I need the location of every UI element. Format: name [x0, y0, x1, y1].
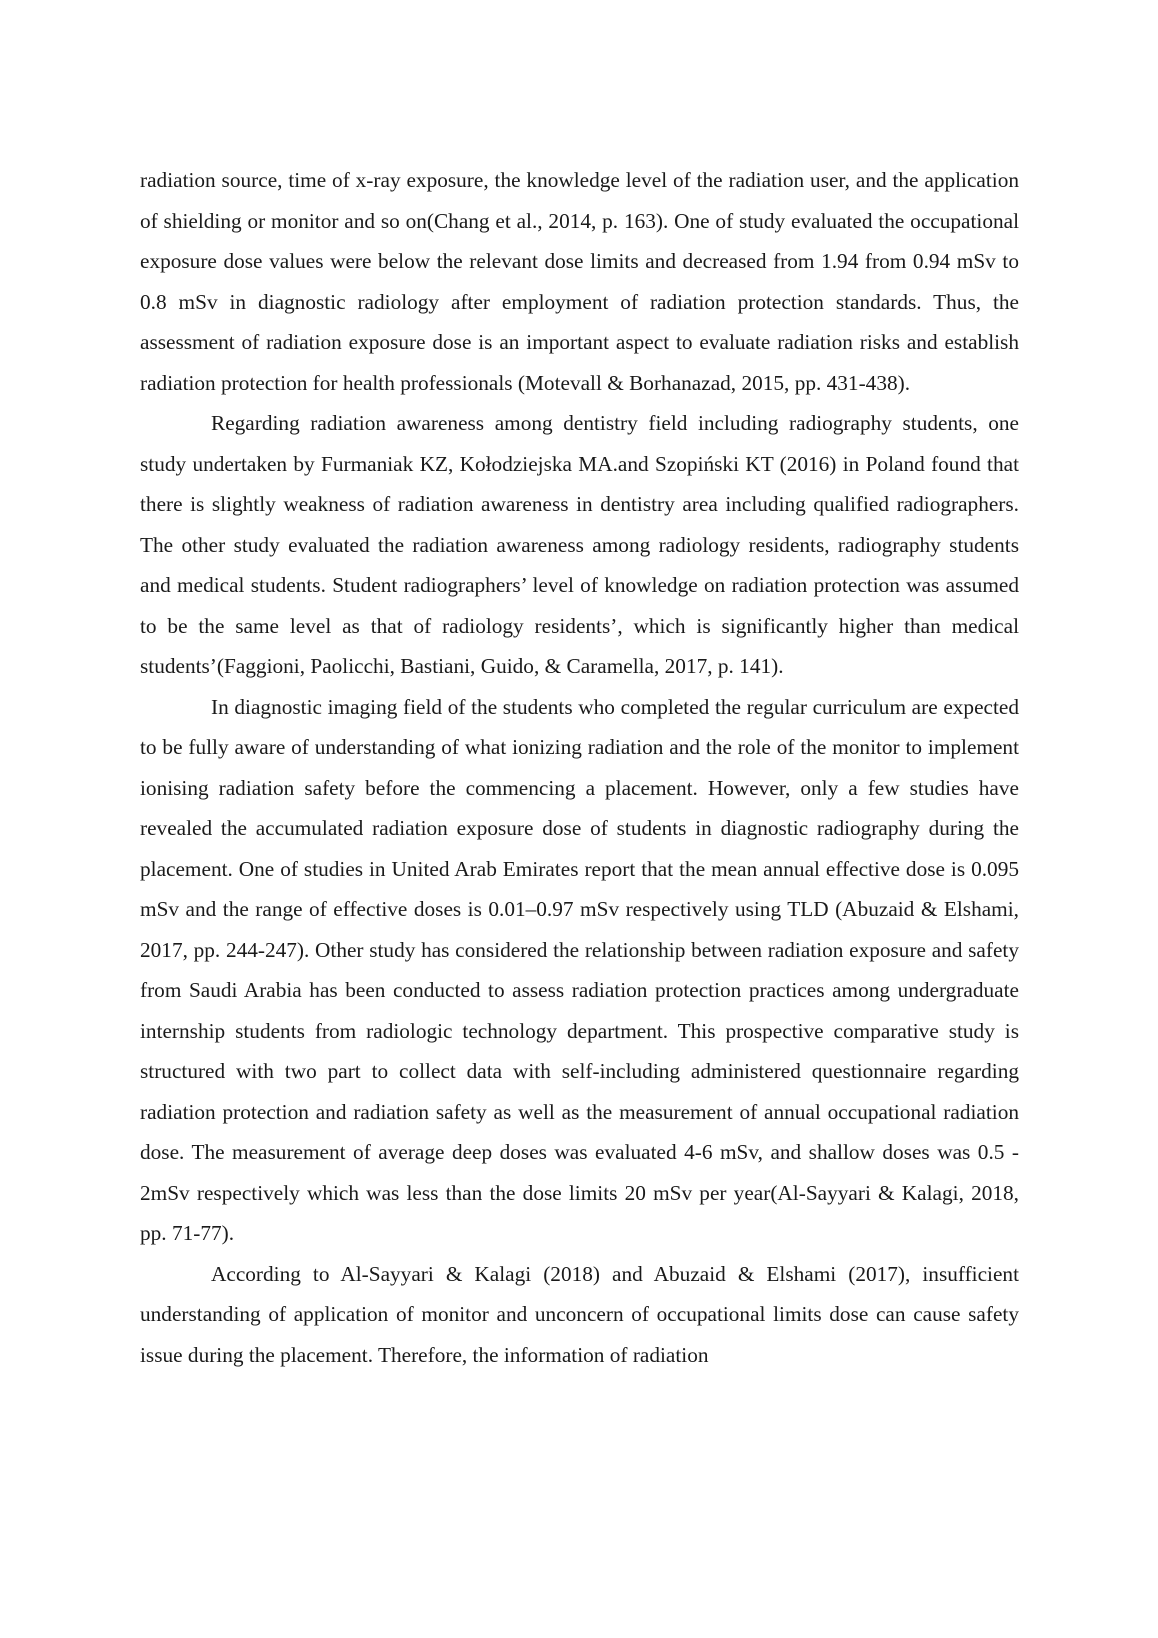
paragraph-diagnostic-imaging: In diagnostic imaging field of the students who completed the regular curriculum are expected to be fully aware of understanding of what ionizing radiation and the role of the monitor to implement ionising radiation safety before the commencing a placement. However, only a few studies have revealed the accumulated radiation exposure dose of students in diagnostic radiography during the placement. One of studies in United Arab Emirates report that the mean annual effective dose is 0.095 mSv and the range of effective doses is 0.01–0.97 mSv respectively using TLD (Abuzaid & Elshami, 2017, pp. 244-247). Other study has considered the relationship between radiation exposure and safety from Saudi Arabia has been conducted to assess radiation protection practices among undergraduate internship students from radiologic technology department. This prospective comparative study is structured with two part to collect data with self-including administered questionnaire regarding radiation protection and radiation safety as well as the measurement of annual occupational radiation dose. The measurement of average deep doses was evaluated 4-6 mSv, and shallow doses was 0.5 - 2mSv respectively which was less than the dose limits 20 mSv per year(Al-Sayyari & Kalagi, 2018, pp. 71-77).	[140, 694, 1019, 1245]
paragraph-radiation-awareness: Regarding radiation awareness among dentistry field including radiography students, one study undertaken by Furmaniak KZ, Kołodziejska MA.and Szopiński KT (2016) in Poland found that there is slightly weakness of radiation awareness in dentistry area including qualified radiographers. The other study evaluated the radiation awareness among radiology residents, radiography students and medical students. Student radiographers’ level of knowledge on radiation protection was assumed to be the same level as that of radiology residents’, which is significantly higher than medical students’(Faggioni, Paolicchi, Bastiani, Guido, & Caramella, 2017, p. 141).	[140, 411, 1019, 678]
paragraph-according-to: According to Al-Sayyari & Kalagi (2018) and Abuzaid & Elshami (2017), insufficient understanding of application of monitor and unconcern of occupational limits dose can cause safety issue during the placement. Therefore, the information of radiation	[140, 1261, 1019, 1367]
document-body	[140, 160, 1019, 1375]
paragraph-continuation: radiation source, time of x-ray exposure, the knowledge level of the radiation user, and the application of shielding or monitor and so on(Chang et al., 2014, p. 163). One of study evaluated the occupational exposure dose values were below the relevant dose limits and decreased from 1.94 from 0.94 mSv to 0.8 mSv in diagnostic radiology after employment of radiation protection standards. Thus, the assessment of radiation exposure dose is an important aspect to evaluate radiation risks and establish radiation protection for health professionals (Motevall & Borhanazad, 2015, pp. 431-438).	[140, 168, 1019, 395]
